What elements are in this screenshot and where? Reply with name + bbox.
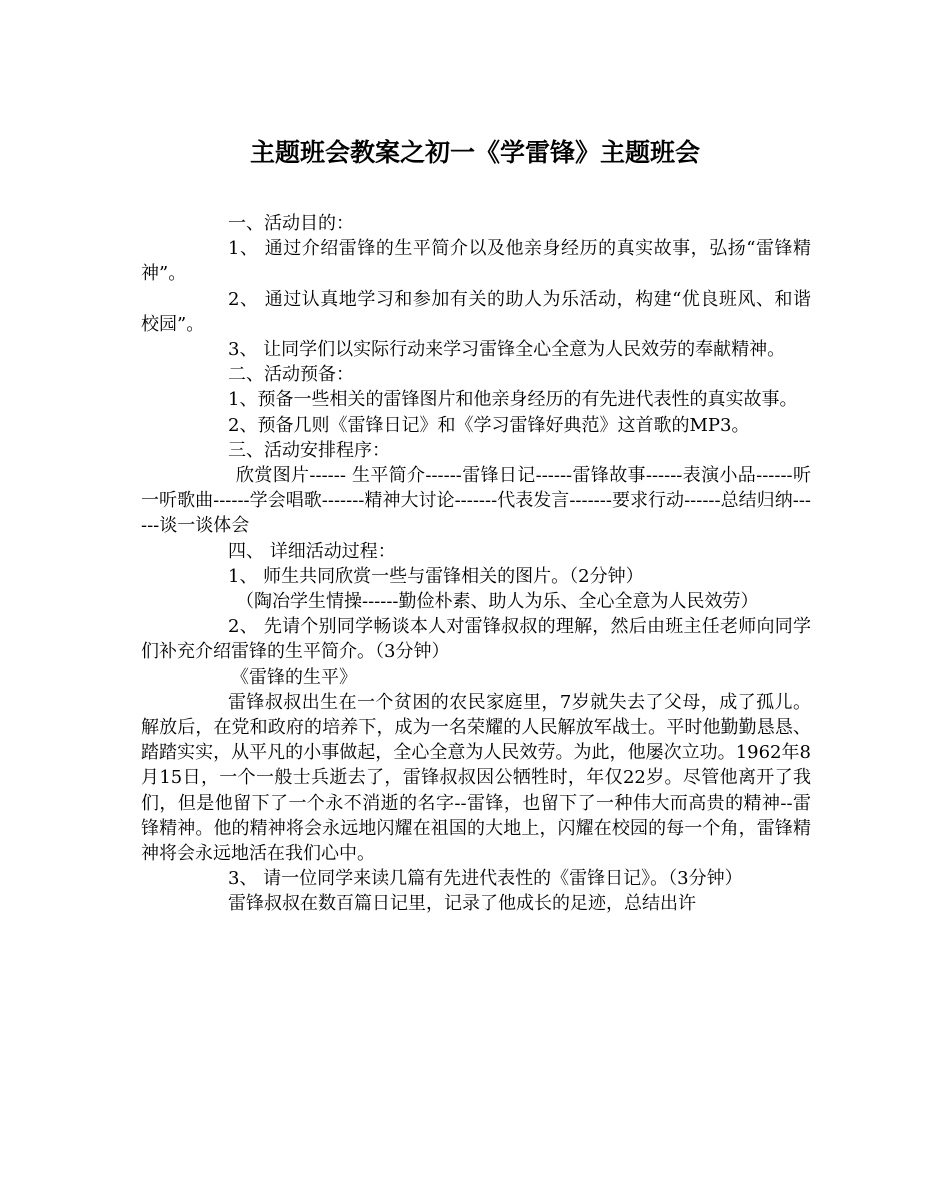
paragraph: 1、预备一些相关的雷锋图片和他亲身经历的有先进代表性的真实故事。: [228, 389, 798, 411]
paragraph: 3、 让同学们以实际行动来学习雷锋全心全意为人民效劳的奉献精神。: [228, 339, 786, 361]
section-heading: 三、活动安排程序：: [228, 439, 390, 461]
section-heading: 二、活动预备：: [228, 364, 354, 386]
document-body: [141, 211, 811, 917]
paragraph: 3、 请一位同学来读几篇有先进代表性的《雷锋日记》。（3分钟）: [228, 868, 743, 890]
section-heading: 四、 详细活动过程：: [228, 540, 396, 562]
paragraph: 2、 先请个别同学畅谈本人对雷锋叔叔的理解，然后由班主任老师向同学们补充介绍雷锋的生平简介。（3分钟）: [141, 616, 811, 663]
subheading: 《雷锋的生平》: [231, 666, 357, 688]
document-title: 主题班会教案之初一《学雷锋》主题班会: [249, 138, 700, 167]
paragraph: （陶冶学生情操------勤俭朴素、助人为乐、全心全意为人民效劳）: [236, 591, 759, 613]
paragraph: 欣赏图片------ 生平简介------雷锋日记------雷锋故事------表演小品------听一听歌曲------学会唱歌-------精神大讨论-------代表发言-------要求行动------总结归纳------谈一谈体会: [141, 465, 811, 537]
paragraph: 雷锋叔叔出生在一个贫困的农民家庭里，7岁就失去了父母，成了孤儿。解放后，在党和政府的培养下，成为一名荣耀的人民解放军战士。平时他勤勤恳恳、踏踏实实，从平凡的小事做起，全心全意为人民效劳。为此，他屡次立功。1962年8月15日，一个一般士兵逝去了，雷锋叔叔因公牺牲时，年仅22岁。尽管他离开了我们，但是他留下了一个永不消逝的名字--雷锋，也留下了一种伟大而高贵的精神--雷锋精神。他的精神将会永远地闪耀在祖国的大地上，闪耀在校园的每一个角，雷锋精神将会永远地活在我们心中。: [141, 691, 811, 865]
paragraph: 雷锋叔叔在数百篇日记里，记录了他成长的足迹，总结出许: [228, 893, 696, 915]
paragraph: 1、 师生共同欣赏一些与雷锋相关的图片。（2分钟）: [228, 565, 644, 587]
paragraph: 1、 通过介绍雷锋的生平简介以及他亲身经历的真实故事，弘扬“雷锋精神”。: [141, 238, 811, 285]
paragraph: 2、 通过认真地学习和参加有关的助人为乐活动，构建“优良班风、和谐校园”。: [141, 288, 811, 335]
section-heading: 一、活动目的：: [228, 213, 354, 234]
paragraph: 2、预备几则《雷锋日记》和《学习雷锋好典范》这首歌的MP3。: [228, 414, 750, 436]
